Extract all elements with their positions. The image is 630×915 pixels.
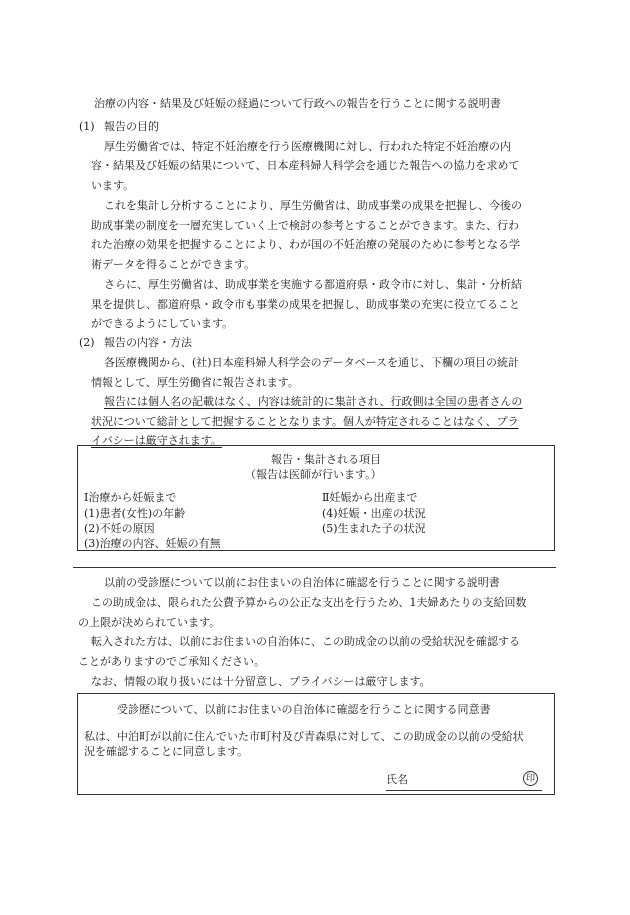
- report-items-subtitle: （報告は医師が行います。）: [245, 468, 382, 481]
- method-line-1: 各医療機関から、(社)日本産科婦人科学会のデータベースを通じ、下欄の項目の統計: [104, 356, 520, 369]
- seal-icon: 印: [523, 771, 538, 786]
- method-underlined-line-3: イバシーは厳守されます。: [91, 434, 222, 447]
- report-items-title: 報告・集計される項目: [271, 453, 381, 466]
- purpose-line-5: 助成事業の制度を一層充実していく上で検討の参考とすることができます。また、行わ: [91, 219, 520, 232]
- items-left-heading: Ⅰ治療から妊娠まで: [84, 491, 177, 504]
- section2-line-5: なお、情報の取り扱いには十分留意し、プライバシーは厳守します。: [91, 675, 431, 688]
- method-underlined-line-1: 報告には個人名の記載はなく、内容は統計的に集計され、行政側は全国の患者さんの: [104, 395, 523, 408]
- section1-title: 治療の内容・結果及び妊娠の経過について行政への報告を行うことに関する説明書: [94, 97, 501, 110]
- items-left-item-2: (2)不妊の原因: [84, 522, 155, 535]
- method-underlined-line-2: 状況について総計として把握することとなります。個人が特定されることはなく、プラ: [91, 415, 519, 428]
- section2-line-3: 転入された方は、以前にお住まいの自治体に、この助成金の以前の受給状況を確認する: [91, 635, 520, 648]
- purpose-line-10: ができるようにしています。: [91, 317, 234, 330]
- section2-line-1: この助成金は、限られた公費予算からの公正な支出を行うため、1夫婦あたりの支給回数: [91, 596, 527, 609]
- items-right-heading: Ⅱ妊娠から出産まで: [322, 491, 418, 504]
- name-label: 氏名: [386, 773, 408, 786]
- method-heading-number: (2): [79, 336, 95, 349]
- purpose-line-3: います。: [91, 179, 135, 192]
- purpose-line-1: 厚生労働省では、特定不妊治療を行う医療機関に対し、行われた特定不妊治療の内: [104, 140, 511, 153]
- section2-line-4: ことがありますのでご承知ください。: [78, 655, 265, 668]
- items-left-item-3: (3)治療の内容、妊娠の有無: [84, 537, 221, 550]
- consent-line-1: 私は、中泊町が以前に住んでいた市町村及び青森県に対して、この助成金の以前の受給状: [84, 730, 524, 743]
- purpose-line-9: 果を提供し、都道府県・政令市も事業の成果を把握し、助成事業の充実に役立てること: [91, 298, 520, 311]
- section2-line-2: の上限が決められています。: [78, 616, 221, 629]
- signature-line[interactable]: [386, 790, 542, 791]
- items-right-item-1: (4)妊娠・出産の状況: [322, 507, 426, 520]
- purpose-heading-number: (1): [79, 120, 95, 133]
- items-left-item-1: (1)患者(女性)の年齢: [84, 507, 186, 520]
- section-divider: [73, 567, 556, 568]
- section2-title: 以前の受診歴について以前にお住まいの自治体に確認を行うことに関する説明書: [104, 576, 500, 589]
- items-right-item-2: (5)生まれた子の状況: [322, 522, 426, 535]
- purpose-line-2: 容・結果及び妊娠の結果について、日本産科婦人科学会を通じた報告への協力を求めて: [91, 159, 520, 172]
- purpose-line-4: これを集計し分析することにより、厚生労働省は、助成事業の成果を把握し、今後の: [104, 199, 522, 212]
- purpose-line-8: さらに、厚生労働省は、助成事業を実施する都道府県・政令市に対し、集計・分析結: [104, 278, 522, 291]
- consent-title: 受診歴について、以前にお住まいの自治体に確認を行うことに関する同意書: [117, 703, 491, 716]
- purpose-heading: 報告の目的: [104, 120, 159, 133]
- consent-line-2: 況を確認することに同意します。: [84, 745, 249, 758]
- method-line-2: 情報として、厚生労働省に報告されます。: [91, 376, 299, 389]
- method-heading: 報告の内容・方法: [104, 336, 192, 349]
- purpose-line-6: れた治療の効果を把握することにより、わが国の不妊治療の発展のために参考となる学: [91, 238, 520, 251]
- purpose-line-7: 術データを得ることができます。: [91, 258, 256, 271]
